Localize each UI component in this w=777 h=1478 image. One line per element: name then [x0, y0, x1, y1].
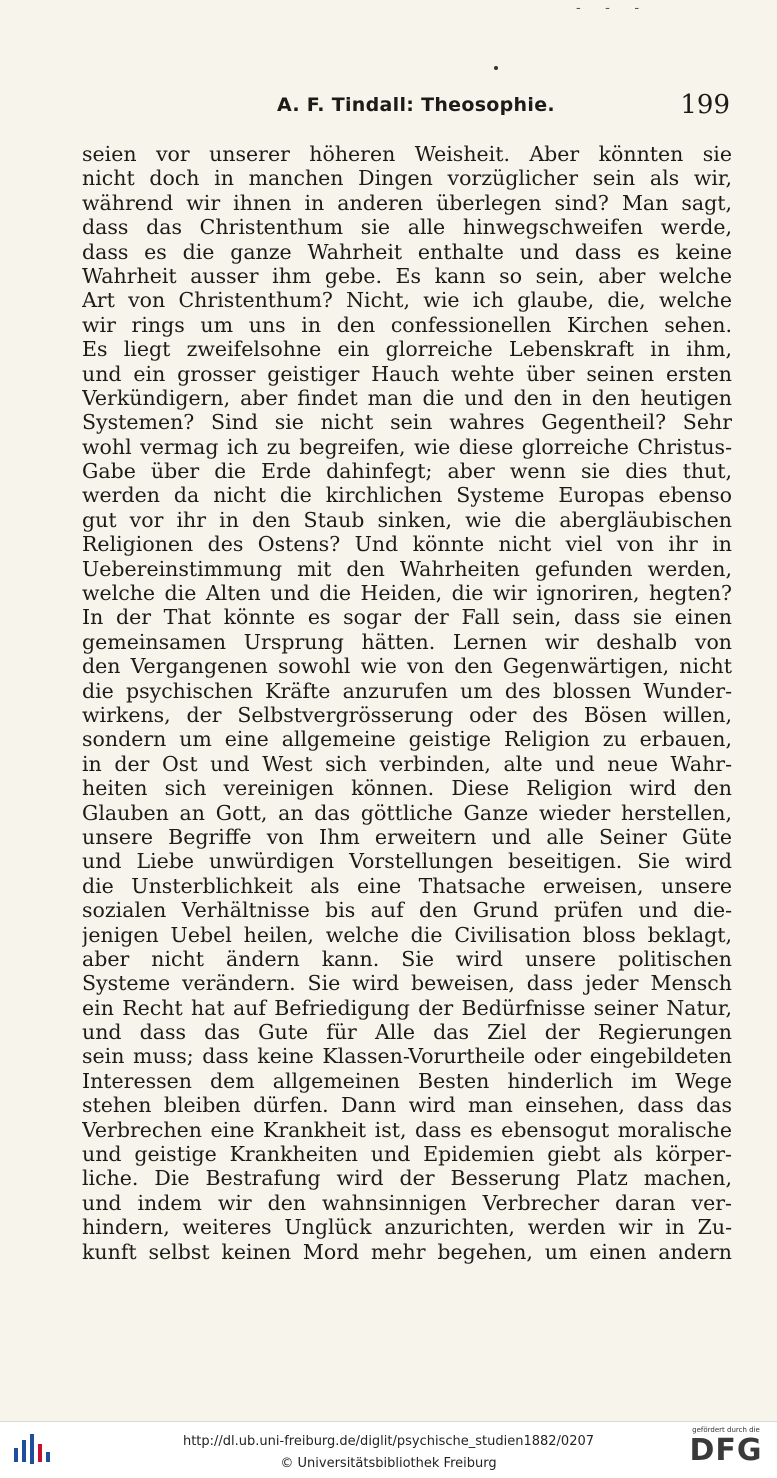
text-line: und geistige Krankheiten und Epidemien giebt als körper- — [82, 1142, 732, 1167]
text-line: Uebereinstimmung mit den Wahrheiten gefunden werden, — [82, 556, 732, 581]
text-line: liche. Die Bestrafung wird der Besserung Platz machen, — [82, 1166, 732, 1191]
text-line: den Vergangenen sowohl wie von den Gegenwärtigen, nicht — [82, 654, 732, 679]
text-line: die psychischen Kräfte anzurufen um des blossen Wunder- — [82, 678, 732, 703]
text-line: dass das Christenthum sie alle hinwegschweifen werde, — [82, 215, 732, 240]
header-title: A. F. Tindall: Theosophie. — [277, 94, 555, 116]
text-line: dass es die ganze Wahrheit enthalte und dass es keine — [82, 239, 732, 264]
text-line: stehen bleiben dürfen. Dann wird man einsehen, dass das — [82, 1093, 732, 1118]
text-line: Systemen? Sind sie nicht sein wahres Gegentheil? Sehr — [82, 410, 732, 435]
text-line: kunft selbst keinen Mord mehr begehen, um einen andern — [82, 1239, 732, 1264]
text-line: die Unsterblichkeit als eine Thatsache erweisen, unsere — [82, 873, 732, 898]
dfg-logo-text: DFG — [689, 1433, 763, 1468]
text-line: sozialen Verhältnisse bis auf den Grund prüfen und die- — [82, 898, 732, 923]
text-line: nicht doch in manchen Dingen vorzüglicher sein als wir, — [82, 166, 732, 191]
text-line: jenigen Uebel heilen, welche die Civilisation bloss beklagt, — [82, 922, 732, 947]
text-line: ein Recht hat auf Befriedigung der Bedürfnisse seiner Natur, — [82, 995, 732, 1020]
text-line: während wir ihnen in anderen überlegen sind? Man sagt, — [82, 190, 732, 215]
text-line: sein muss; dass keine Klassen-Vorurtheile oder eingebildeten — [82, 1044, 732, 1069]
dfg-caption: gefördert durch die — [692, 1426, 760, 1434]
text-line: und ein grosser geistiger Hauch wehte über seinen ersten — [82, 361, 732, 386]
scan-corner-marks: - - - — [576, 0, 650, 16]
text-line: heiten sich vereinigen können. Diese Religion wird den — [82, 776, 732, 801]
scan-dot — [494, 66, 498, 70]
text-line: Systeme verändern. Sie wird beweisen, dass jeder Mensch — [82, 971, 732, 996]
text-line: In der That könnte es sogar der Fall sein, dass sie einen — [82, 605, 732, 630]
text-line: in der Ost und West sich verbinden, alte und neue Wahr- — [82, 751, 732, 776]
text-line: und dass das Gute für Alle das Ziel der Regierungen — [82, 1020, 732, 1045]
text-line: gut vor ihr in den Staub sinken, wie die abergläubischen — [82, 507, 732, 532]
source-url-link[interactable]: http://dl.ub.uni-freiburg.de/diglit/psychische_studien1882/0207 — [182, 1434, 595, 1449]
text-line: wohl vermag ich zu begreifen, wie diese glorreiche Christus- — [82, 434, 732, 459]
text-line: sondern um eine allgemeine geistige Religion zu erbauen, — [82, 727, 732, 752]
text-line: Es liegt zweifelsohne ein glorreiche Lebenskraft in ihm, — [82, 337, 732, 362]
text-line: welche die Alten und die Heiden, die wir ignoriren, hegten? — [82, 581, 732, 606]
text-line: wirkens, der Selbstvergrösserung oder des Bösen willen, — [82, 702, 732, 727]
text-line: Interessen dem allgemeinen Besten hinderlich im Wege — [82, 1068, 732, 1093]
text-line: Verkündigern, aber findet man die und den in den heutigen — [82, 385, 732, 410]
running-header — [82, 88, 732, 128]
text-line: wir rings um uns in den confessionellen Kirchen sehen. — [82, 312, 732, 337]
text-line: seien vor unserer höheren Weisheit. Aber könnten sie — [82, 142, 732, 166]
copyright-text: © Universitätsbibliothek Freiburg — [280, 1456, 497, 1471]
text-line: Religionen des Ostens? Und könnte nicht viel von ihr in — [82, 532, 732, 557]
text-line: unsere Begriffe von Ihm erweitern und alle Seiner Güte — [82, 824, 732, 849]
text-line: Verbrechen eine Krankheit ist, dass es ebensogut moralische — [82, 1117, 732, 1142]
page-number: 199 — [680, 90, 730, 120]
text-line: Gabe über die Erde dahinfegt; aber wenn sie dies thut, — [82, 459, 732, 484]
text-line: Glauben an Gott, an das göttliche Ganze wieder herstellen, — [82, 800, 732, 825]
text-line: Wahrheit ausser ihm gebe. Es kann so sein, aber welche — [82, 263, 732, 288]
text-line: hindern, weiteres Unglück anzurichten, werden wir in Zu- — [82, 1215, 732, 1240]
text-line: Art von Christenthum? Nicht, wie ich glaube, die, welche — [82, 288, 732, 313]
footer-bar — [0, 1421, 777, 1478]
body-text — [82, 142, 732, 1264]
dfg-logo — [685, 1426, 767, 1476]
text-line: und indem wir den wahnsinnigen Verbrecher daran ver- — [82, 1190, 732, 1215]
text-line: werden da nicht die kirchlichen Systeme Europas ebenso — [82, 483, 732, 508]
text-line: gemeinsamen Ursprung hätten. Lernen wir deshalb von — [82, 629, 732, 654]
text-line: aber nicht ändern kann. Sie wird unsere politischen — [82, 946, 732, 971]
text-line: und Liebe unwürdigen Vorstellungen beseitigen. Sie wird — [82, 849, 732, 874]
